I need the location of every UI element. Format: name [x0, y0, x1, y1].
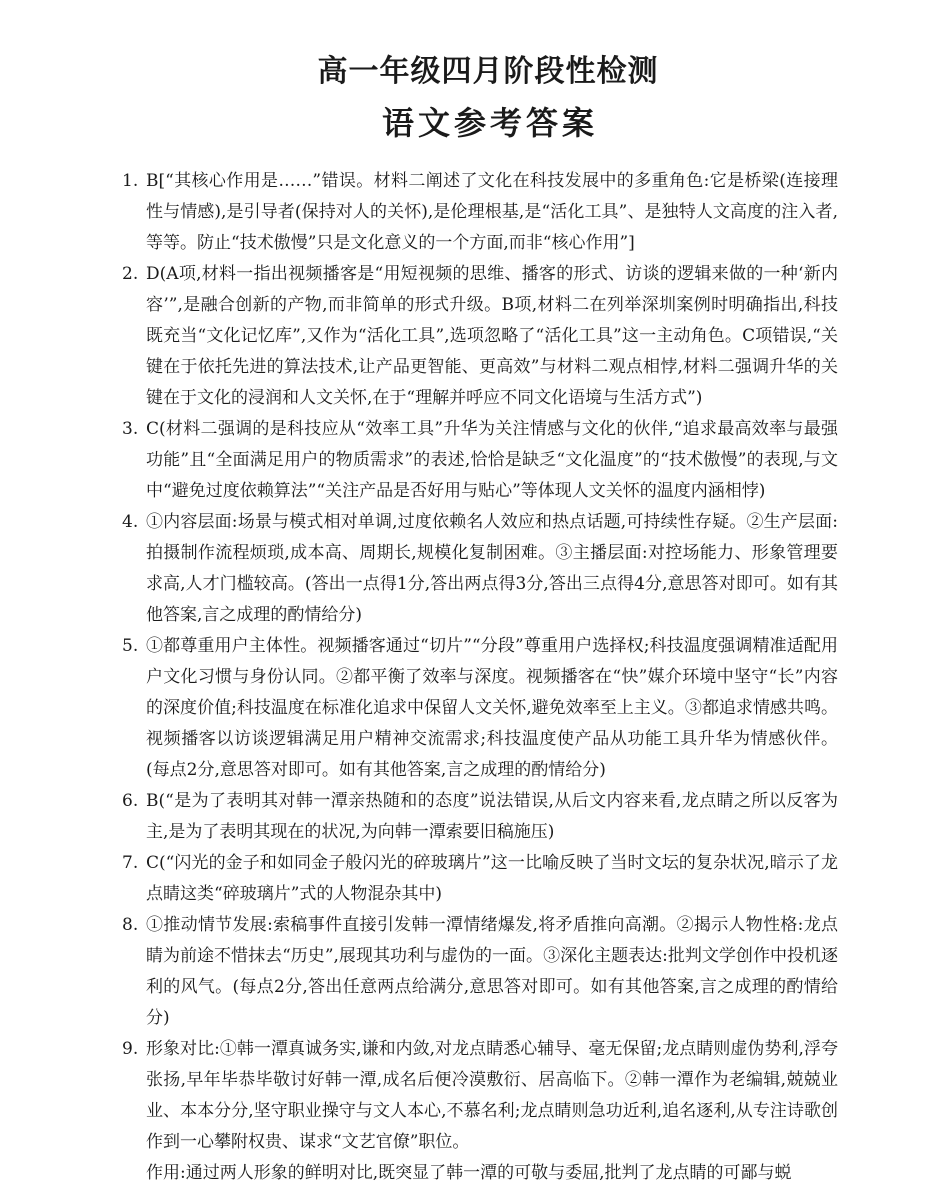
answer-text: D(A项,材料一指出视频播客是“用短视频的思维、播客的形式、访谈的逻辑来做的一种‘新内容’”,是融合创新的产物,而非简单的形式升级。B项,材料二在列举深圳案例时明确指出,科技既充当“文化记忆库”,又作为“活化工具”,选项忽略了“活化工具”这一主动角色。C项错误,“关键在于依托先进的算法技术,让产品更智能、更高效”与材料二观点相悖,材料二强调升华的关键在于文化的浸润和人文关怀,在于“理解并呼应不同文化语境与生活方式”)	[146, 264, 838, 408]
answer-item	[122, 1034, 838, 1189]
answer-text: C(材料二强调的是科技应从“效率工具”升华为关注情感与文化的伙伴,“追求最高效率与最强功能”且“全面满足用户的物质需求”的表述,恰恰是缺乏“文化温度”的“技术傲慢”的表现,与文中“避免过度依赖算法”“关注产品是否好用与贴心”等体现人文关怀的温度内涵相悖)	[146, 419, 838, 501]
answer-number: 5.	[122, 636, 139, 656]
answer-text: ①都尊重用户主体性。视频播客通过“切片”“分段”尊重用户选择权;科技温度强调精准适配用户文化习惯与身份认同。②都平衡了效率与深度。视频播客在“快”媒介环境中坚守“长”内容的深度价值;科技温度在标准化追求中保留人文关怀,避免效率至上主义。③都追求情感共鸣。视频播客以访谈逻辑满足用户精神交流需求;科技温度使产品从功能工具升华为情感伙伴。(每点2分,意思答对即可。如有其他答案,言之成理的酌情给分)	[146, 636, 838, 780]
answer-number: 3.	[122, 419, 139, 439]
document-subtitle: 语文参考答案	[381, 104, 598, 142]
answer-text: B[“其核心作用是……”错误。材料二阐述了文化在科技发展中的多重角色:它是桥梁(连接理性与情感),是引导者(保持对人的关怀),是伦理根基,是“活化工具”、是独特人文高度的注入者,等等。防止“技术傲慢”只是文化意义的一个方面,而非“核心作用”]	[146, 171, 838, 253]
answer-list	[122, 166, 838, 1189]
answer-number: 4.	[122, 512, 139, 532]
answer-number: 6.	[122, 791, 139, 811]
answer-item	[122, 414, 838, 507]
answer-item	[122, 848, 838, 910]
answer-item	[122, 631, 838, 786]
answer-item	[122, 910, 838, 1034]
answer-item	[122, 259, 838, 414]
answer-item	[122, 786, 838, 848]
answer-text: 形象对比:①韩一潭真诚务实,谦和内敛,对龙点睛悉心辅导、毫无保留;龙点睛则虚伪势利,浮夸张扬,早年毕恭毕敬讨好韩一潭,成名后便冷漠敷衍、居高临下。②韩一潭作为老编辑,兢兢业业、本本分分,坚守职业操守与文人本心,不慕名利;龙点睛则急功近利,追名逐利,从专注诗歌创作到一心攀附权贵、谋求“文艺官僚”职位。	[146, 1039, 838, 1152]
answer-text: C(“闪光的金子和如同金子般闪光的碎玻璃片”这一比喻反映了当时文坛的复杂状况,暗示了龙点睛这类“碎玻璃片”式的人物混杂其中)	[146, 853, 838, 904]
answer-effect-text: 作用:通过两人形象的鲜明对比,既突显了韩一潭的可敬与委屈,批判了龙点睛的可鄙与蜕	[146, 1163, 792, 1183]
answer-item	[122, 507, 838, 631]
answer-item	[122, 166, 838, 259]
answer-number: 1.	[122, 171, 139, 191]
answer-text: ①推动情节发展:索稿事件直接引发韩一潭情绪爆发,将矛盾推向高潮。②揭示人物性格:龙点睛为前途不惜抹去“历史”,展现其功利与虚伪的一面。③深化主题表达:批判文学创作中投机逐利的风气。(每点2分,答出任意两点给满分,意思答对即可。如有其他答案,言之成理的酌情给分)	[146, 915, 838, 1028]
answer-number: 2.	[122, 264, 139, 284]
answer-text: ①内容层面:场景与模式相对单调,过度依赖名人效应和热点话题,可持续性存疑。②生产层面:拍摄制作流程烦琐,成本高、周期长,规模化复制困难。③主播层面:对控场能力、形象管理要求高,人才门槛较高。(答出一点得1分,答出两点得3分,答出三点得4分,意思答对即可。如有其他答案,言之成理的酌情给分)	[146, 512, 838, 625]
answer-number: 8.	[122, 915, 139, 935]
answer-number: 9.	[122, 1039, 139, 1059]
answer-text: B(“是为了表明其对韩一潭亲热随和的态度”说法错误,从后文内容来看,龙点睛之所以反客为主,是为了表明其现在的状况,为向韩一潭索要旧稿施压)	[146, 791, 838, 842]
document-title: 高一年级四月阶段性检测	[317, 54, 659, 89]
answer-number: 7.	[122, 853, 139, 873]
